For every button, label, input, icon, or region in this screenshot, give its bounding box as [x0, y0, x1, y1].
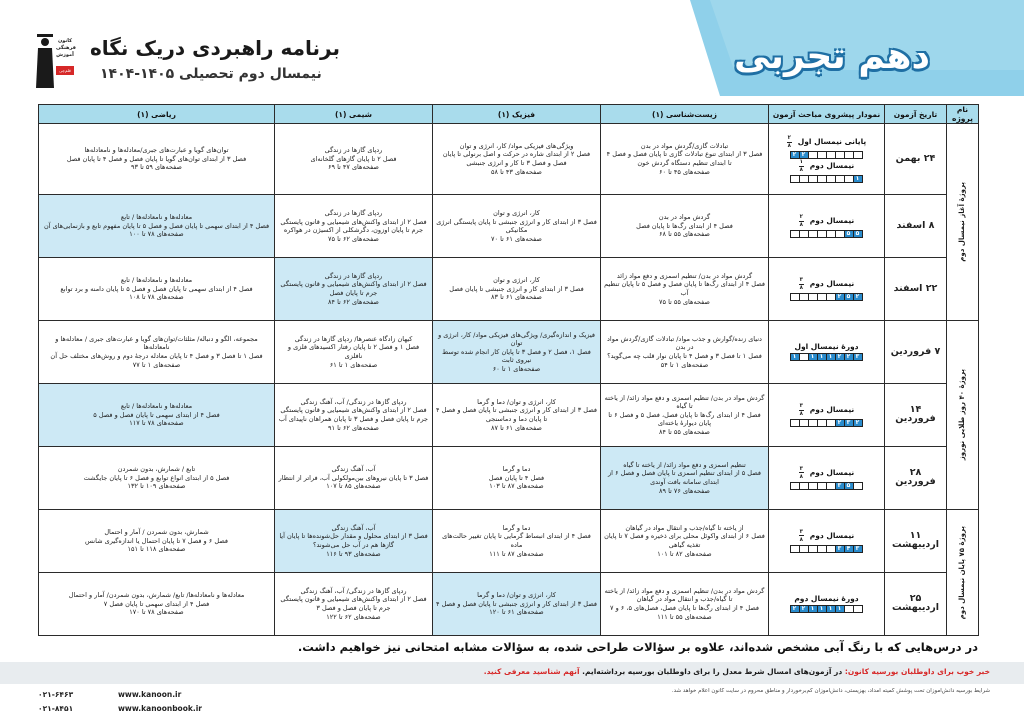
math-pages: صفحه‌های ۱۰۹ تا ۱۳۲ [127, 482, 186, 491]
physics-pages: صفحه‌های ۶۱ تا ۷۰ [491, 234, 542, 243]
fraction-denominator: ۸ [799, 536, 803, 543]
math-topic-text: شمارش، بدون شمردن / آمار و احتمال فصل ۶ و فصل ۷ تا پایان احتمال یا اندازه‌گیری شانس [85, 528, 228, 545]
fraction-denominator: ۸ [799, 473, 803, 480]
project-label: پروژهٔ آغاز نیمسال دوم [958, 182, 967, 262]
biology-topic-cell [601, 384, 769, 447]
chemistry-topic-text: آب، آهنگ زندگی فصل ۳ از ابتدای محلول و مقدار حل‌شونده‌ها تا پایان آیا گازها هم در آب حل می‌شوند؟ [279, 523, 428, 549]
progress-chart [772, 527, 881, 555]
math-topic-text: معادله‌ها و نامعادله‌ها / تابع فصل ۴ از ابتدای سهمی تا پایان فصل و فصل ۵ [93, 402, 220, 419]
chemistry-pages: صفحه‌های ۶۲ تا ۸۴ [328, 297, 379, 306]
chemistry-topic-text: ردپای گازها در زندگی/ آب، آهنگ زندگی فصل ۲ از ابتدای واکنش‌های شیمیایی و قانون پایستگی جرم تا پایان فصل و فصل ۳ تا پایان همراهان ناپیدای آب [278, 397, 429, 423]
progress-segment: ۲ [844, 353, 854, 361]
chemistry-pages: صفحه‌های ۶۲ تا ۹۱ [328, 423, 379, 432]
table-row [39, 195, 979, 258]
biology-pages: صفحه‌های ۵۵ تا ۷۵ [659, 297, 710, 306]
chemistry-pages: صفحه‌های ۹۳ تا ۱۱۶ [326, 549, 381, 558]
chemistry-topic-cell [275, 258, 433, 321]
graduate-icon [34, 30, 56, 90]
progress-segment: ۱ [808, 605, 818, 613]
progress-segment: ۵ [844, 482, 854, 490]
chemistry-topic-cell [275, 446, 433, 509]
math-topic-text: مجموعه، الگو و دنباله/ مثلثات/توان‌های گویا و عبارت‌های جبری / معادله‌ها و نامعادله‌ها فصل ۱ تا فصل ۳ و فصل ۴ تا پایان معادله درجهٔ دوم و روش‌های مختلف حل آن [50, 334, 263, 361]
progress-fraction [799, 214, 804, 228]
page-title: برنامه راهبردی دریک نگاه [89, 36, 340, 60]
header-progress: نمودار پیشروی مباحث آزمون [769, 105, 885, 124]
table-row [39, 384, 979, 447]
progress-cells [791, 175, 863, 183]
physics-topic-text: کار، انرژی و توان/ دما و گرما فصل ۳ از ابتدای کار و انرژی جنبشی تا پایان فصل و فصل ۴ [436, 591, 597, 608]
chemistry-topic-cell [275, 195, 433, 258]
biology-topic-text: تبادلات گازی/گردش مواد در بدن فصل ۳ از ابتدای تنوع تبادلات گازی تا پایان فصل و فصل ۴ تا ابتدای تنظیم دستگاه گردش خون [606, 141, 763, 168]
math-pages: صفحه‌های ۷۸ تا ۱۱۷ [129, 419, 184, 428]
exam-date: ۲۸ فروردین [885, 446, 947, 509]
table-row [39, 321, 979, 384]
progress-label: نیمسال دوم [809, 278, 855, 288]
biology-topic-cell [601, 572, 769, 635]
progress-fraction [799, 403, 804, 417]
fraction-numerator: ۳ [799, 277, 803, 284]
project-label: پروژهٔ ۷۵ پایان نیمسال دوم [958, 525, 967, 620]
physics-topic-text: کار، انرژی و توان فصل ۳ از ابتدای کار و انرژی جنبشی تا پایان فصل [449, 276, 584, 293]
math-topic-cell [39, 509, 275, 572]
progress-label: دورهٔ نیمسال اول [794, 341, 859, 351]
progress-segment: ۱ [817, 353, 827, 361]
fraction-denominator: ۸ [799, 285, 803, 292]
chemistry-topic-cell [275, 321, 433, 384]
progress-fraction [799, 277, 804, 291]
schedule-table [38, 104, 979, 636]
progress-cells [791, 482, 863, 490]
progress-segment: ۲ [799, 605, 809, 613]
math-pages: صفحه‌های ۷۸ تا ۱۰۸ [129, 293, 184, 302]
progress-segment: ۱ [826, 353, 836, 361]
table-row [39, 572, 979, 635]
header-biology: زیست‌شناسی (۱) [601, 105, 769, 124]
table-row [39, 124, 979, 195]
math-topic-text: معادله‌ها و نامعادله‌ها/ تابع/ شمارش، بدون شمردن/ آمار و احتمال فصل ۴ از ابتدای سهمی تا پایان فصل ۷ [68, 591, 245, 608]
biology-topic-text: دنیای زنده/گوارش و جذب مواد/ تبادلات گازی/گردش مواد در بدن فصل ۱ تا فصل ۳ و فصل ۴ تا پایان نوار قلب چه می‌گوید؟ [607, 334, 762, 361]
biology-topic-text: گردش مواد در بدن/ تنظیم اسمزی و دفع مواد زائد/ از یاخته تا گیاه فصل ۴ از ابتدای رگ‌ها تا پایان فصل، فصل ۵ و فصل ۶ تا پایان دیوارهٔ یاخته‌ای [604, 393, 765, 428]
progress-fraction [799, 529, 804, 543]
chemistry-topic-cell [275, 384, 433, 447]
biology-pages: صفحه‌های ۷۶ تا ۸۹ [659, 486, 710, 495]
progress-segment: ۳ [835, 482, 845, 490]
progress-segment: ۱ [853, 175, 863, 183]
physics-topic-cell [433, 195, 601, 258]
progress-segment: ۲ [853, 419, 863, 427]
chemistry-pages: صفحه‌های ۴۷ تا ۶۹ [328, 163, 379, 172]
biology-pages: صفحه‌های ۵۵ تا ۶۸ [659, 230, 710, 239]
chemistry-topic-cell [275, 509, 433, 572]
math-pages: صفحه‌های ۱ تا ۷۷ [132, 360, 181, 369]
progress-segment: ۲ [835, 353, 845, 361]
math-pages: صفحه‌های ۷۸ تا ۱۷۰ [129, 608, 184, 617]
chemistry-pages: صفحه‌های ۱ تا ۶۱ [329, 360, 378, 369]
table-body [39, 124, 979, 636]
kanoon-logo [34, 30, 76, 90]
bookstore-link[interactable]: www.kanoonbook.ir [118, 704, 202, 713]
progress-cell [769, 195, 885, 258]
progress-cell [769, 124, 885, 195]
progress-row [799, 529, 854, 543]
progress-label: نیمسال دوم [809, 215, 855, 225]
progress-cell [769, 384, 885, 447]
math-topic-text: معادله‌ها و نامعادله‌ها / تابع فصل ۴ از ابتدای سهمی تا پایان فصل و فصل ۵ تا پایان مفهوم تابع و بازنمایی‌های آن [43, 213, 270, 230]
progress-segment: ۱ [817, 605, 827, 613]
progress-chart [772, 341, 881, 364]
physics-topic-cell [433, 124, 601, 195]
chemistry-topic-cell [275, 572, 433, 635]
promo-red: خبر خوب برای داوطلبان بورسیه کانون: [844, 667, 990, 676]
biology-pages: صفحه‌های ۴۵ تا ۶۰ [659, 167, 710, 176]
fraction-denominator: ۸ [799, 167, 803, 174]
progress-cells [791, 419, 863, 427]
progress-segment: ۳ [835, 545, 845, 553]
biology-topic-cell [601, 509, 769, 572]
phone-1: ۰۲۱-۶۴۶۳ [38, 690, 74, 699]
biology-topic-text: از یاخته تا گیاه/جذب و انتقال مواد در گیاهان فصل ۶ از ابتدای واکوئل محلی برای ذخیره و فصل ۷ تا پایان تغذیه گیاهی [604, 523, 765, 549]
progress-chart [772, 212, 881, 240]
progress-segment [853, 482, 863, 490]
banner-title: دهم تجربی [734, 36, 930, 77]
physics-topic-text: ویژگی‌های فیزیکی مواد/ کار، انرژی و توان فصل ۲ از ابتدای شاره در حرکت و اصل برنولی تا پایان فصل و فصل ۳ تا کار و انرژی جنبشی [442, 141, 591, 168]
chemistry-topic-text: آب، آهنگ زندگی فصل ۳ تا پایان نیروهای بین‌مولکولی آب، فراتر از انتظار [278, 465, 429, 482]
math-pages: صفحه‌های ۷۸ تا ۱۰۰ [129, 230, 184, 239]
physics-topic-cell [433, 384, 601, 447]
physics-topic-cell [433, 446, 601, 509]
progress-cell [769, 258, 885, 321]
page-header [0, 0, 1024, 100]
progress-segment: ۲ [799, 151, 809, 159]
fraction-denominator: ۸ [799, 411, 803, 417]
chemistry-topic-text: ردپای گازها در زندگی/ آب، آهنگ زندگی فصل ۲ از ابتدای واکنش‌های شیمیایی و قانون پایستگی جرم تا پایان فصل و فصل ۳ [280, 586, 427, 612]
header-date: تاریخ آزمون [885, 105, 947, 124]
exam-date: ۲۴ بهمن [885, 124, 947, 195]
biology-topic-cell [601, 258, 769, 321]
progress-segment: ۵ [844, 293, 854, 301]
math-topic-cell [39, 446, 275, 509]
table-row [39, 509, 979, 572]
progress-chart [772, 401, 881, 429]
header-physics: فیزیک (۱) [433, 105, 601, 124]
project-label: پروژهٔ ۴۰ روز طلایی نوروز [958, 369, 967, 461]
disclaimer: شرایط بورسیه دانش‌آموزان تحت پوشش کمیته امداد، بهزیستی، دانش‌آموزان کم‌برخوردار و مناطق محروم در سایت کانون اعلام خواهد شد. [671, 688, 990, 694]
math-topic-text: توان‌های گویا و عبارت‌های جبری/معادله‌ها و نامعادله‌ها فصل ۳ از ابتدای توان‌های گویا تا پایان فصل و فصل ۴ تا پایان فصل [66, 146, 247, 163]
fraction-numerator: ۳ [799, 465, 803, 472]
fraction-numerator: ۳ [799, 403, 803, 409]
project-cell [947, 509, 979, 635]
math-topic-cell [39, 321, 275, 384]
physics-pages: صفحه‌های ۱ تا ۶۰ [492, 364, 541, 373]
biology-topic-cell [601, 446, 769, 509]
progress-label: نیمسال دوم [809, 160, 855, 170]
math-pages: صفحه‌های ۱۱۸ تا ۱۵۱ [127, 545, 186, 554]
logo-badge: قلم‌چی [56, 66, 74, 75]
biology-topic-text: تنظیم اسمزی و دفع مواد زائد/ از یاخته تا گیاه فصل ۵ از ابتدای تنظیم اسمزی تا پایان فصل و فصل ۶ از ابتدای سامانه بافت آوندی [608, 460, 761, 486]
progress-cells [791, 293, 863, 301]
progress-cells [791, 230, 863, 238]
exam-date: ۲۲ اسفند [885, 258, 947, 321]
biology-topic-cell [601, 195, 769, 258]
progress-cell [769, 509, 885, 572]
promo-text [280, 667, 1024, 676]
progress-fraction [787, 135, 792, 149]
progress-label: نیمسال دوم [809, 467, 855, 477]
progress-segment: ۱ [790, 353, 800, 361]
physics-pages: صفحه‌های ۶۱ تا ۱۲۰ [489, 608, 544, 617]
progress-row [799, 214, 854, 228]
fraction-denominator: ۸ [787, 143, 791, 150]
progress-segment [853, 151, 863, 159]
progress-row [799, 159, 854, 173]
header-chemistry: شیمی (۱) [275, 105, 433, 124]
progress-chart [772, 133, 881, 185]
exam-date: ۲۵ اردیبهشت [885, 572, 947, 635]
progress-segment: ۲ [790, 151, 800, 159]
progress-segment: ۳ [853, 353, 863, 361]
fraction-numerator: ۱ [799, 159, 803, 166]
physics-topic-text: فیزیک و اندازه‌گیری/ ویژگی‌های فیزیکی مواد/ کار، انرژی و توان فصل ۱، فصل ۲ و فصل ۳ تا پایان کار انجام شده توسط نیروی ثابت [438, 330, 595, 365]
biology-topic-text: گردش مواد در بدن/ تنظیم اسمزی و دفع مواد زائد فصل ۴ از ابتدای رگ‌ها تا پایان فصل و فصل ۵ تا پایان تنظیم آب [604, 271, 765, 298]
physics-topic-cell [433, 321, 601, 384]
fraction-denominator: ۸ [799, 222, 803, 229]
math-topic-cell [39, 258, 275, 321]
physics-topic-cell [433, 572, 601, 635]
physics-pages: صفحه‌های ۶۱ تا ۸۳ [491, 293, 542, 302]
promo-red-2: آنهم شناسید معرفی کنید. [483, 667, 580, 676]
progress-fraction [799, 159, 804, 173]
progress-segment: ۲ [835, 419, 845, 427]
progress-cell [769, 572, 885, 635]
header-math: ریاضی (۱) [39, 105, 275, 124]
progress-segment: ۳ [844, 419, 854, 427]
biology-pages: صفحه‌های ۵۵ تا ۸۴ [659, 427, 710, 436]
progress-cell [769, 321, 885, 384]
progress-row [799, 277, 854, 291]
progress-segment: ۴ [844, 545, 854, 553]
table-row [39, 446, 979, 509]
progress-segment: ۲ [853, 293, 863, 301]
physics-topic-text: کار، انرژی و توان فصل ۳ از ابتدای کار و انرژی جنبشی تا پایان پایستگی انرژی مکانیکی [436, 208, 597, 235]
math-topic-text: معادله‌ها و نامعادله‌ها / تابع فصل ۴ از ابتدای سهمی تا پایان فصل و فصل ۵ تا پایان دامنه و برد توابع [60, 276, 253, 293]
math-topic-cell [39, 195, 275, 258]
progress-label: نیمسال دوم [809, 530, 855, 540]
biology-pages: صفحه‌های ۱ تا ۵۴ [660, 360, 709, 369]
progress-label: نیمسال دوم [809, 404, 855, 414]
fraction-numerator: ۲ [799, 214, 803, 221]
progress-cells [791, 605, 863, 613]
progress-row [794, 343, 858, 352]
progress-fraction [799, 466, 804, 480]
biology-topic-cell [601, 124, 769, 195]
progress-label: دورهٔ نیمسال دوم [794, 593, 859, 603]
exam-date: ۱۴ فروردین [885, 384, 947, 447]
chemistry-pages: صفحه‌های ۸۵ تا ۱۰۷ [326, 482, 381, 491]
progress-segment: ۵ [844, 230, 854, 238]
chemistry-topic-cell [275, 124, 433, 195]
website-link[interactable]: www.kanoon.ir [118, 690, 182, 699]
header-project: نام پروژه [947, 105, 979, 124]
math-topic-cell [39, 384, 275, 447]
progress-segment: ۲ [790, 605, 800, 613]
footnote: در درس‌هایی که با رنگ آبی مشخص شده‌اند، علاوه بر سؤالات طراحی شده، به سؤالات مشابه امتحانی نیز خواهیم داشت. [297, 640, 978, 654]
progress-row [799, 403, 854, 417]
page-subtitle: نیمسال دوم تحصیلی ۱۴۰۵-۱۴۰۴ [100, 66, 322, 82]
biology-pages: صفحه‌های ۸۲ تا ۱۰۱ [657, 549, 712, 558]
progress-row [799, 466, 854, 480]
project-cell [947, 124, 979, 321]
physics-topic-cell [433, 509, 601, 572]
math-topic-cell [39, 124, 275, 195]
physics-topic-cell [433, 258, 601, 321]
chemistry-pages: صفحه‌های ۶۲ تا ۱۲۲ [326, 612, 381, 621]
progress-chart [772, 593, 881, 616]
table-row [39, 258, 979, 321]
progress-chart [772, 464, 881, 492]
exam-date: ۷ فروردین [885, 321, 947, 384]
physics-pages: صفحه‌های ۸۷ تا ۱۱۱ [489, 549, 544, 558]
physics-topic-text: دما و گرما فصل ۴ تا پایان فصل [488, 465, 545, 482]
phone-2: ۰۲۱-۸۴۵۱ [38, 704, 74, 713]
chemistry-topic-text: ردپای گازها در زندگی فصل ۲ از ابتدای واکنش‌های شیمیایی و قانون پایستگی جرم تا پایان اوزون، دگرشکلی از اکسیژن در هواکره [280, 208, 427, 235]
fraction-numerator: ۳ [799, 528, 803, 535]
progress-row [794, 595, 858, 604]
physics-topic-text: دما و گرما فصل ۴ از ابتدای انبساط گرمایی تا پایان تغییر حالت‌های ماده [442, 523, 591, 549]
math-topic-cell [39, 572, 275, 635]
progress-cell [769, 446, 885, 509]
biology-topic-text: گردش مواد در بدن فصل ۴ از ابتدای رگ‌ها تا پایان فصل [636, 213, 733, 230]
progress-cells [791, 545, 863, 553]
biology-topic-text: گردش مواد در بدن/ تنظیم اسمزی و دفع مواد زائد/ از یاخته تا گیاه/جذب و انتقال مواد در گیاهان فصل ۴ از ابتدای رگ‌ها تا پایان فصل، فصل‌های ۵، ۶ و ۷ [604, 586, 765, 612]
progress-label: پایانی نیمسال اول [797, 136, 867, 146]
progress-row [787, 135, 867, 149]
progress-chart [772, 275, 881, 303]
progress-segment: ۲ [835, 293, 845, 301]
physics-pages: صفحه‌های ۶۱ تا ۸۷ [491, 423, 542, 432]
physics-pages: صفحه‌های ۸۷ تا ۱۰۳ [489, 482, 544, 491]
chemistry-pages: صفحه‌های ۶۲ تا ۷۵ [328, 234, 379, 243]
math-pages: صفحه‌های ۵۹ تا ۹۳ [131, 163, 182, 172]
progress-segment: ۳ [853, 545, 863, 553]
fraction-numerator: ۲ [787, 135, 791, 142]
progress-segment [853, 605, 863, 613]
chemistry-topic-text: ردپای گازها در زندگی فصل ۲ از ابتدای واکنش‌های شیمیایی و قانون پایستگی جرم تا پایان فصل [280, 271, 427, 298]
progress-segment: ۵ [853, 230, 863, 238]
progress-cells [791, 353, 863, 361]
exam-date: ۱۱ اردیبهشت [885, 509, 947, 572]
progress-segment: ۱ [835, 605, 845, 613]
schedule-table-wrapper [38, 104, 978, 636]
math-topic-text: تابع / شمارش، بدون شمردن فصل ۵ از ابتدای انواع توابع و فصل ۶ تا پایان جایگشت [83, 465, 230, 482]
progress-segment: ۱ [808, 353, 818, 361]
project-cell [947, 321, 979, 510]
logo-text: کانون فرهنگی آموزش [56, 38, 76, 58]
promo-strip [0, 662, 1024, 684]
physics-topic-text: کار، انرژی و توان/ دما و گرما فصل ۳ از ابتدای کار و انرژی جنبشی تا پایان فصل و فصل ۴ تا پایان دما و دماسنجی [436, 397, 597, 423]
progress-segment: ۱ [826, 605, 836, 613]
progress-cells [791, 151, 863, 159]
promo-dark: در آزمون‌های امسال شرط معدل را برای داوطلبان بورسیه برداشته‌ایم. [582, 667, 843, 676]
table-header-row [39, 105, 979, 124]
exam-date: ۸ اسفند [885, 195, 947, 258]
biology-pages: صفحه‌های ۵۵ تا ۱۱۱ [657, 612, 712, 621]
chemistry-topic-text: کیهان زادگاه عنصرها/ ردپای گازها در زندگی فصل ۱ و فصل ۲ تا پایان رفتار اکسیدهای فلزی و نافلزی [287, 334, 420, 361]
biology-topic-cell [601, 321, 769, 384]
chemistry-topic-text: ردپای گازها در زندگی فصل ۲ تا پایان گازهای گلخانه‌ای [310, 146, 397, 163]
physics-pages: صفحه‌های ۴۳ تا ۵۸ [491, 167, 542, 176]
